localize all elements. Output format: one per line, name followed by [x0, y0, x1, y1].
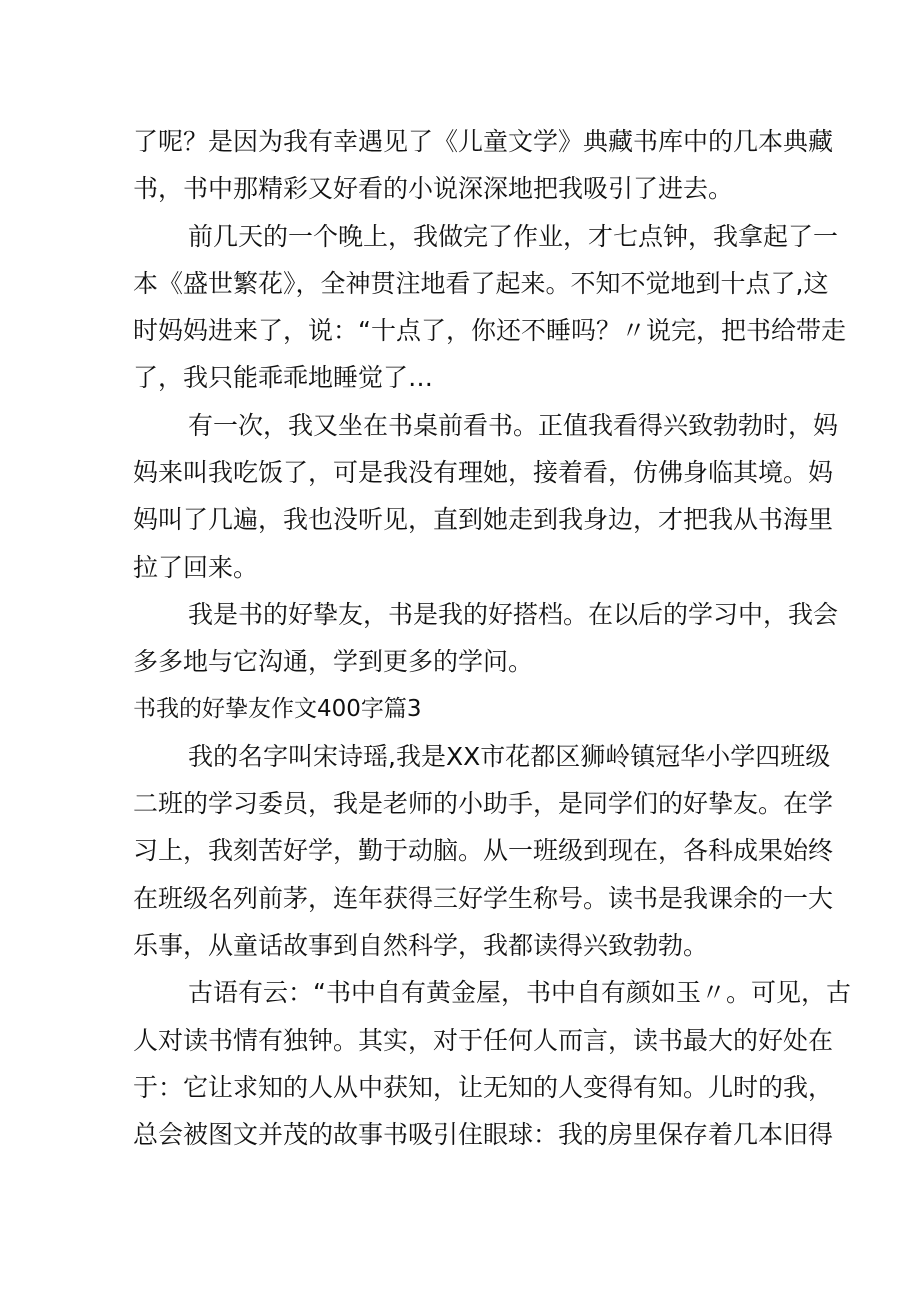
- text-line: 二班的学习委员，我是老师的小助手，是同学们的好挚友。在学: [133, 789, 834, 819]
- text-line: 时妈妈进来了，说：“十点了，你还不睡吗？〃说完，把书给带走: [133, 316, 846, 346]
- text-line: 于：它让求知的人从中获知，让无知的人变得有知。儿时的我，: [133, 1072, 834, 1102]
- text-line: 了，我只能乖乖地睡觉了…: [133, 363, 434, 393]
- paragraph-start: 我的名字叫宋诗瑶,我是XX市花都区狮岭镇冠华小学四班级: [188, 741, 831, 771]
- text-line: 妈来叫我吃饭了，可是我没有理她，接着看，仿佛身临其境。妈: [133, 458, 834, 488]
- text-line: 多多地与它沟通，学到更多的学问。: [133, 647, 534, 677]
- text-line: 乐事，从童话故事到自然科学，我都读得兴致勃勃。: [133, 931, 709, 961]
- paragraph-start: 有一次，我又坐在书桌前看书。正值我看得兴致勃勃时，妈: [188, 410, 839, 440]
- paragraph-start: 古语有云：“书中自有黄金屋，书中自有颜如玉〃。可见，古: [188, 978, 851, 1008]
- paragraph-start: 前几天的一个晚上，我做完了作业，才七点钟，我拿起了一: [188, 221, 839, 251]
- section-heading: 书我的好挚友作文400字篇3: [133, 695, 422, 722]
- text-line: 总会被图文并茂的故事书吸引住眼球：我的房里保存着几本旧得: [133, 1120, 834, 1150]
- text-line: 本《盛世繁花》，全神贯注地看了起来。不知不觉地到十点了,这: [133, 268, 829, 298]
- text-line: 人对读书情有独钟。其实，对于任何人而言，读书最大的好处在: [133, 1025, 834, 1055]
- text-line: 拉了回来。: [133, 552, 259, 582]
- text-line: 习上，我刻苦好学，勤于动脑。从一班级到现在，各科成果始终: [133, 836, 834, 866]
- text-line: 在班级名列前茅，连年获得三好学生称号。读书是我课余的一大: [133, 883, 834, 913]
- text-line: 妈叫了几遍，我也没听见，直到她走到我身边，才把我从书海里: [133, 505, 834, 535]
- text-line: 了呢？是因为我有幸遇见了《儿童文学》典藏书库中的几本典藏: [133, 127, 834, 156]
- paragraph-start: 我是书的好挚友，书是我的好搭档。在以后的学习中，我会: [188, 599, 839, 629]
- body-text: [133, 118, 851, 1159]
- text-line: 书，书中那精彩又好看的小说深深地把我吸引了进去。: [133, 174, 734, 204]
